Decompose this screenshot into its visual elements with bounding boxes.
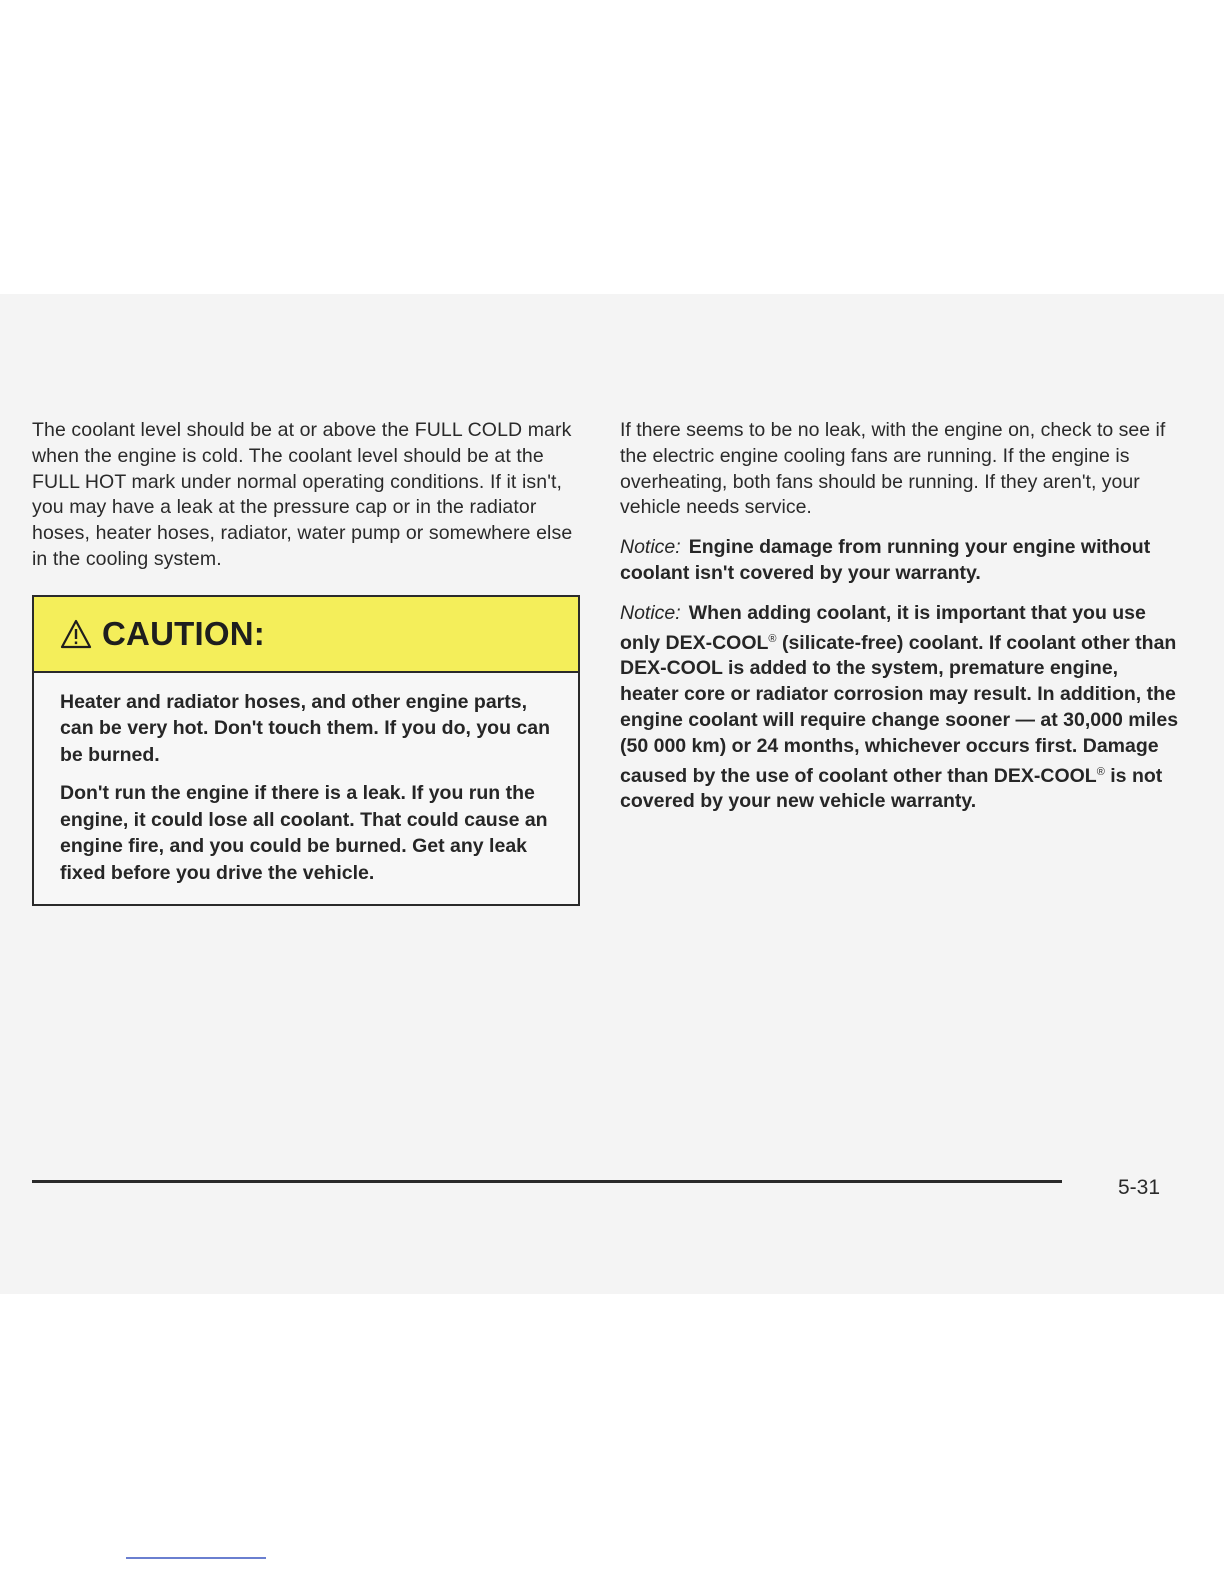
page-number: 5-31 (1118, 1176, 1161, 1199)
bottom-divider (126, 1557, 266, 1559)
caution-header (34, 597, 578, 673)
notice-dexcool-text-b: (silicate-free) coolant. If coolant other than DEX-COOL is added to the system, premature engine, heater core or radiator corrosion may result. In addition, the engine coolant will require change sooner — at 30,000 miles (50 000 km) or 24 months, whichever occurs first. Damage caused by the use of coolant other than DEX-COOL (620, 631, 1179, 787)
left-column (32, 418, 580, 906)
caution-body (34, 673, 578, 905)
notice-dexcool-paragraph (620, 601, 1180, 815)
notice-warranty-paragraph (620, 535, 1180, 587)
registered-mark: ® (1096, 765, 1105, 778)
right-column (620, 418, 1180, 829)
notice-dexcool-text-c: is not covered by your new vehicle warranty. (620, 764, 1163, 813)
caution-hot-hoses-paragraph: Heater and radiator hoses, and other engine parts, can be very hot. Don't touch them. If you do, you can be burned. (60, 690, 551, 766)
notice-label: Notice: (620, 536, 681, 559)
registered-mark: ® (768, 632, 777, 645)
caution-leak-paragraph: Don't run the engine if there is a leak. If you run the engine, it could lose all coolant. That could cause an engine fire, and you could be burned. Get any leak fixed before you drive the vehicle. (60, 782, 548, 884)
fan-check-paragraph: If there seems to be no leak, with the engine on, check to see if the electric engine cooling fans are running. If the engine is overheating, both fans should be running. If they aren't, your vehicle needs service. (620, 419, 1166, 519)
notice-label: Notice: (620, 601, 681, 624)
warning-triangle-icon (60, 619, 92, 649)
notice-warranty-text: Engine damage from running your engine without coolant isn't covered by your warranty. (620, 536, 1151, 584)
caution-title: CAUTION: (102, 614, 265, 652)
footer-rule (32, 1180, 1062, 1183)
notice-dexcool-text-a: When adding coolant, it is important that you use only DEX-COOL (620, 601, 1146, 654)
caution-box (32, 595, 580, 907)
coolant-level-paragraph: The coolant level should be at or above the FULL COLD mark when the engine is cold. The coolant level should be at the FULL HOT mark under normal operating conditions. If it isn't, you may have a leak at the pressure cap or in the radiator hoses, heater hoses, radiator, water pump or somewhere else in the cooling system. (32, 419, 573, 570)
